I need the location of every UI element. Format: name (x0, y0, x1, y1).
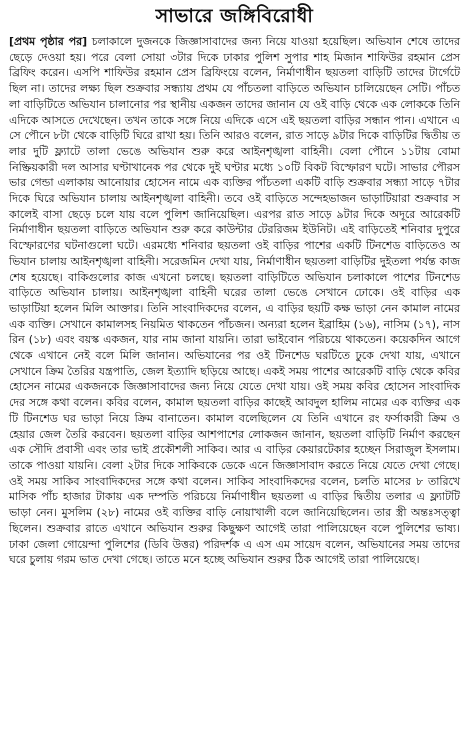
article-body (9, 34, 460, 568)
page-fold-mark (230, 728, 240, 736)
article-text: চলাকালে দুজনকে জিজ্ঞাসাবাদের জন্য নিয়ে যাওয়া হয়েছিল। অভিযান শেষে তাদের ছেড়ে দেওয়া হয়। পরে বেলা সোয়া ৩টার দিকে ঢাকার পুলিশ সুপার শাহ মিজান শাফিউর রহমান প্রেস ব্রিফিং করেন। এসপি শাফিউর রহমান প্রেস ব্রিফিংয়ে বলেন, নির্মাণাধীন ছয়তলা বাড়িটি তাদের টার্গেটে ছিল না। তাদের লক্ষ্য ছিল শুক্রবার সন্ধ্যায় প্রথম যে পাঁচতলা বাড়িতে অভিযান চালিয়েছেন সেটি। পাঁচতলা বাড়িটিতে অভিযান চালানোর পর স্থানীয় একজন তাদের জানান যে ওই বাড়ি থেকে এক লোককে তিনি এদিকে আসতে দেখেছেন। তখন তাকে সঙ্গে নিয়ে এদিকে এসে এই ছয়তলা বাড়ির সন্ধান পান। এখানে এসে পৌনে ৮টা থেকে বাড়িটি ঘিরে রাখা হয়। তিনি আরও বলেন, রাত সাড়ে ৯টার দিকে বাড়িটির দ্বিতীয় তলার দুটি ফ্ল্যাটে তালা ভেঙে অভিযান শুরু করে আইনশৃঙ্খলা বাহিনী। বেলা পৌনে ১১টায় বোমা নিষ্ক্রিয়কারী দল আসার ঘণ্টাখানেক পর থেকে দুই ঘণ্টার মধ্যে ১০টি বিকট বিস্ফোরণ ঘটে। সাভার পৌরসভার গেন্ডা এলাকায় আনোয়ার হোসেন নামে এক ব্যক্তির পাঁচতলা একটি বাড়ি শুক্রবার সন্ধ্যা সাড়ে ৭টার দিকে ঘিরে অভিযান চালায় আইনশৃঙ্খলা বাহিনী। তবে ওই বাড়িতে সন্দেহভাজন ভাড়াটিয়ারা শুক্রবার সকালেই বাসা ছেড়ে চলে যায় বলে পুলিশ জানিয়েছিল। এরপর রাত সাড়ে ৯টার দিকে অদূরে আরেকটি নির্মাণাধীন ছয়তলা বাড়িতে অভিযান শুরু করে কাউন্টার টেররিজম ইউনিট। এই বাড়িতেই শনিবার দুপুরে বিস্ফোরণের ঘটনাগুলো ঘটে। এরমধ্যে শনিবার ছয়তলা ওই বাড়ির পাশের একটি টিনশেড বাড়িতেও অভিযান চালায় আইনশৃঙ্খলা বাহিনী। সরেজমিন দেখা যায়, নির্মাণাধীন ছয়তলা বাড়িটির দুইতলা পর্যন্ত কাজ শেষ হয়েছে। বাকিগুলোর কাজ এখনো চলছে। ছয়তলা বাড়িটিতে অভিযান চলাকালে পাশের টিনশেড বাড়িতে অভিযান চালায়। আইনশৃঙ্খলা বাহিনী ঘরের তালা ভেঙে সেখানে ঢোকে। ওই বাড়ির এক ভাড়াটিয়া হলেন মিলি আক্তার। তিনি সাংবাদিকদের বলেন, এ বাড়ির ছয়টি কক্ষ ভাড়া নেন কামাল নামের এক ব্যক্তি। সেখানে কামালসহ নিয়মিত থাকতেন পাঁচজন। অন্যরা হলেন ইব্রাহিম (১৬), নাসিম (১৭), নাসরিন (১৮) এবং বয়স্ক একজন, যার নাম জানা যায়নি। তারা ভাইবোন পরিচয়ে থাকতেন। কয়েকদিন আগে থেকে এখানে নেই বলে মিলি জানান। অভিযানের পর ওই টিনশেড ঘরটিতে ঢুকে দেখা যায়, এখানে সেখানে ক্রিম তৈরির যন্ত্রপাতি, জেল ইত্যাদি ছড়িয়ে আছে। একই সময় পাশের আরেকটি বাড়ি থেকে কবির হোসেন নামের একজনকে জিজ্ঞাসাবাদের জন্য নিয়ে যেতে দেখা যায়। ওই সময় কবির হোসেন সাংবাদিকদের সঙ্গে কথা বলেন। কবির বলেন, কামাল ছয়তলা বাড়ির কাছেই আবদুল হালিম নামের এক ব্যক্তির একটি টিনশেড ঘর ভাড়া নিয়ে ক্রিম বানাতেন। কামাল বলেছিলেন যে তিনি এখানে রং ফর্সাকারী ক্রিম ও হেয়ার জেল তৈরি করবেন। ছয়তলা বাড়ির আশপাশের লোকজন জানান, ছয়তলা বাড়িটি নির্মাণ করছেন এক সৌদি প্রবাসী এবং তার ভাই প্রকৌশলী সাকিব। আর এ বাড়ির কেয়ারটেকার হচ্ছেন সিরাজুল ইসলাম। তাকে পাওয়া যায়নি। বেলা ২টার দিকে সাকিবকে ডেকে এনে জিজ্ঞাসাবাদ করতে নিয়ে যেতে দেখা গেছে। ওই সময় সাকিব সাংবাদিকদের সঙ্গে কথা বলেন। সাকিব সাংবাদিকদের বলেন, চলতি মাসের ৮ তারিখে মাসিক পাঁচ হাজার টাকায় এক দম্পতি পরিচয়ে নির্মাণাধীন ছয়তলা এ বাড়ির দ্বিতীয় তলার এ ফ্ল্যাটটি ভাড়া নেন। মুসলিম (২৮) নামের ওই ব্যক্তির বাড়ি নোয়াখালী বলে জানিয়েছিলেন। তার স্ত্রী অন্তঃসত্ত্বা ছিলেন। শুক্রবার রাতে এখানে অভিযান শুরুর কিছুক্ষণ আগেই তারা পালিয়েছেন বলে পুলিশের ভাষ্য। ঢাকা জেলা গোয়েন্দা পুলিশের (ডিবি উত্তর) পরিদর্শক এ এস এম সায়েদ বলেন, অভিযানের সময় তাদের ঘরে চুলায় গরম ভাত দেখা গেছে। তাতে মনে হচ্ছে অভিযান শুরুর ঠিক আগেই তারা পালিয়েছে। (9, 35, 460, 567)
headline: সাভারে জঙ্গিবিরোধী (155, 5, 314, 27)
continued-from-label: [প্রথম পৃষ্ঠার পর] (9, 35, 88, 48)
